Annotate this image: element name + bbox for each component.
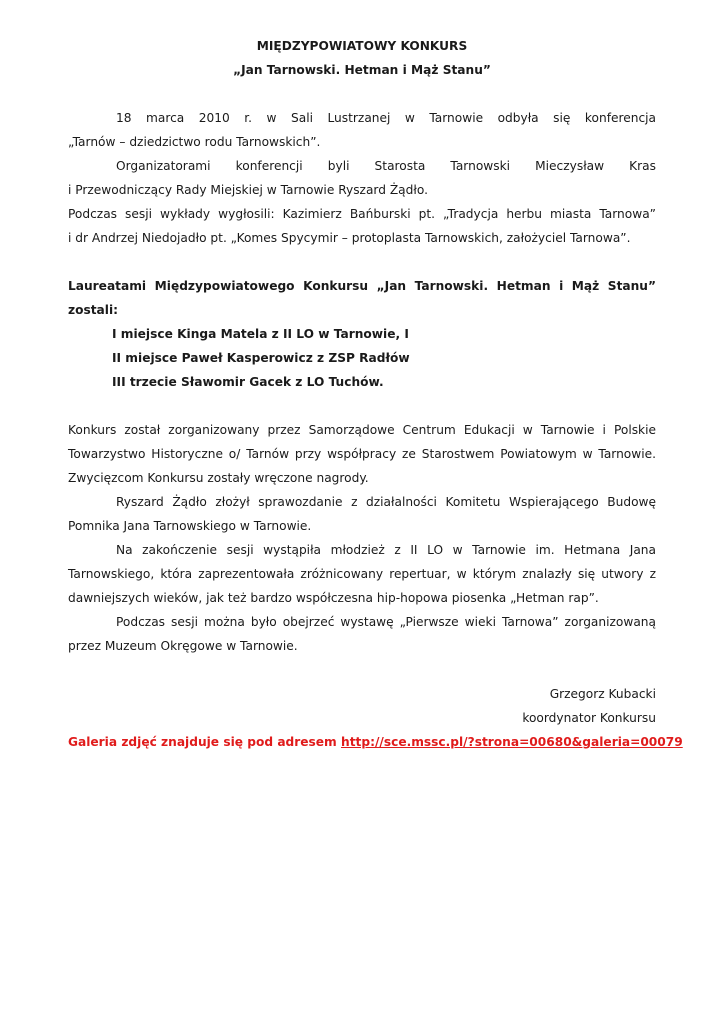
report-paragraph: Ryszard Żądło złożył sprawozdanie z działalności Komitetu Wspierającego Budowę Pomnika Jana Tarnowskiego w Tarnowie. xyxy=(68,495,656,533)
document-page xyxy=(68,34,683,754)
organization-paragraph: Konkurs został zorganizowany przez Samorządowe Centrum Edukacji w Tarnowie i Polskie Towarzystwo Historyczne o/ Tarnów przy współpracy ze Starostwem Powiatowym w Tarnowie. Zwycięzcom Konkursu zostały wręczone nagrody. xyxy=(68,423,656,485)
spacer xyxy=(68,250,656,274)
signature-name: Grzegorz Kubacki xyxy=(549,687,656,701)
signature-role: koordynator Konkursu xyxy=(522,711,656,725)
document-title-line-2: „Jan Tarnowski. Hetman i Mąż Stanu” xyxy=(233,63,491,77)
spacer xyxy=(68,658,656,682)
laureates-heading: Laureatami Międzypowiatowego Konkursu „Jan Tarnowski. Hetman i Mąż Stanu” zostali: xyxy=(68,279,656,317)
gallery-notice xyxy=(68,730,683,754)
spacer xyxy=(68,394,656,418)
intro-paragraph-3-line-1: Podczas sesji wykłady wygłosili: Kazimierz Bańburski pt. „Tradycja herbu miasta Tarnowa” xyxy=(68,207,656,221)
intro-paragraph-1-line-2: „Tarnów – dziedzictwo rodu Tarnowskich”. xyxy=(68,135,321,149)
gallery-link[interactable]: http://sce.mssc.pl/?strona=00680&galeria=00079 xyxy=(341,735,683,749)
exhibition-paragraph: Podczas sesji można było obejrzeć wystawę „Pierwsze wieki Tarnowa” zorganizowaną przez Muzeum Okręgowe w Tarnowie. xyxy=(68,615,656,653)
laureate-second-place: II miejsce Paweł Kasperowicz z ZSP Radłów xyxy=(112,351,410,365)
intro-paragraph-1-line-1: 18 marca 2010 r. w Sali Lustrzanej w Tarnowie odbyła się konferencja xyxy=(116,111,656,125)
youth-performance-paragraph: Na zakończenie sesji wystąpiła młodzież z II LO w Tarnowie im. Hetmana Jana Tarnowskiego, która zaprezentowała zróżnicowany repertuar, w którym znalazły się utwory z dawniejszych wieków, jak też bardzo współczesna hip-hopowa piosenka „Hetman rap”. xyxy=(68,543,656,605)
intro-paragraph-2-line-2: i Przewodniczący Rady Miejskiej w Tarnowie Ryszard Żądło. xyxy=(68,183,428,197)
intro-paragraph-3-line-2: i dr Andrzej Niedojadło pt. „Komes Spycymir – protoplasta Tarnowskich, założyciel Tarnowa”. xyxy=(68,231,631,245)
document-title-line-1: MIĘDZYPOWIATOWY KONKURS xyxy=(256,39,468,53)
gallery-notice-text: Galeria zdjęć znajduje się pod adresem xyxy=(68,735,342,749)
spacer xyxy=(68,82,656,106)
intro-paragraph-2-line-1: Organizatorami konferencji byli Starosta Tarnowski Mieczysław Kras xyxy=(116,159,656,173)
laureate-first-place: I miejsce Kinga Matela z II LO w Tarnowie, I xyxy=(112,327,409,341)
laureate-third-place: III trzecie Sławomir Gacek z LO Tuchów. xyxy=(112,375,384,389)
